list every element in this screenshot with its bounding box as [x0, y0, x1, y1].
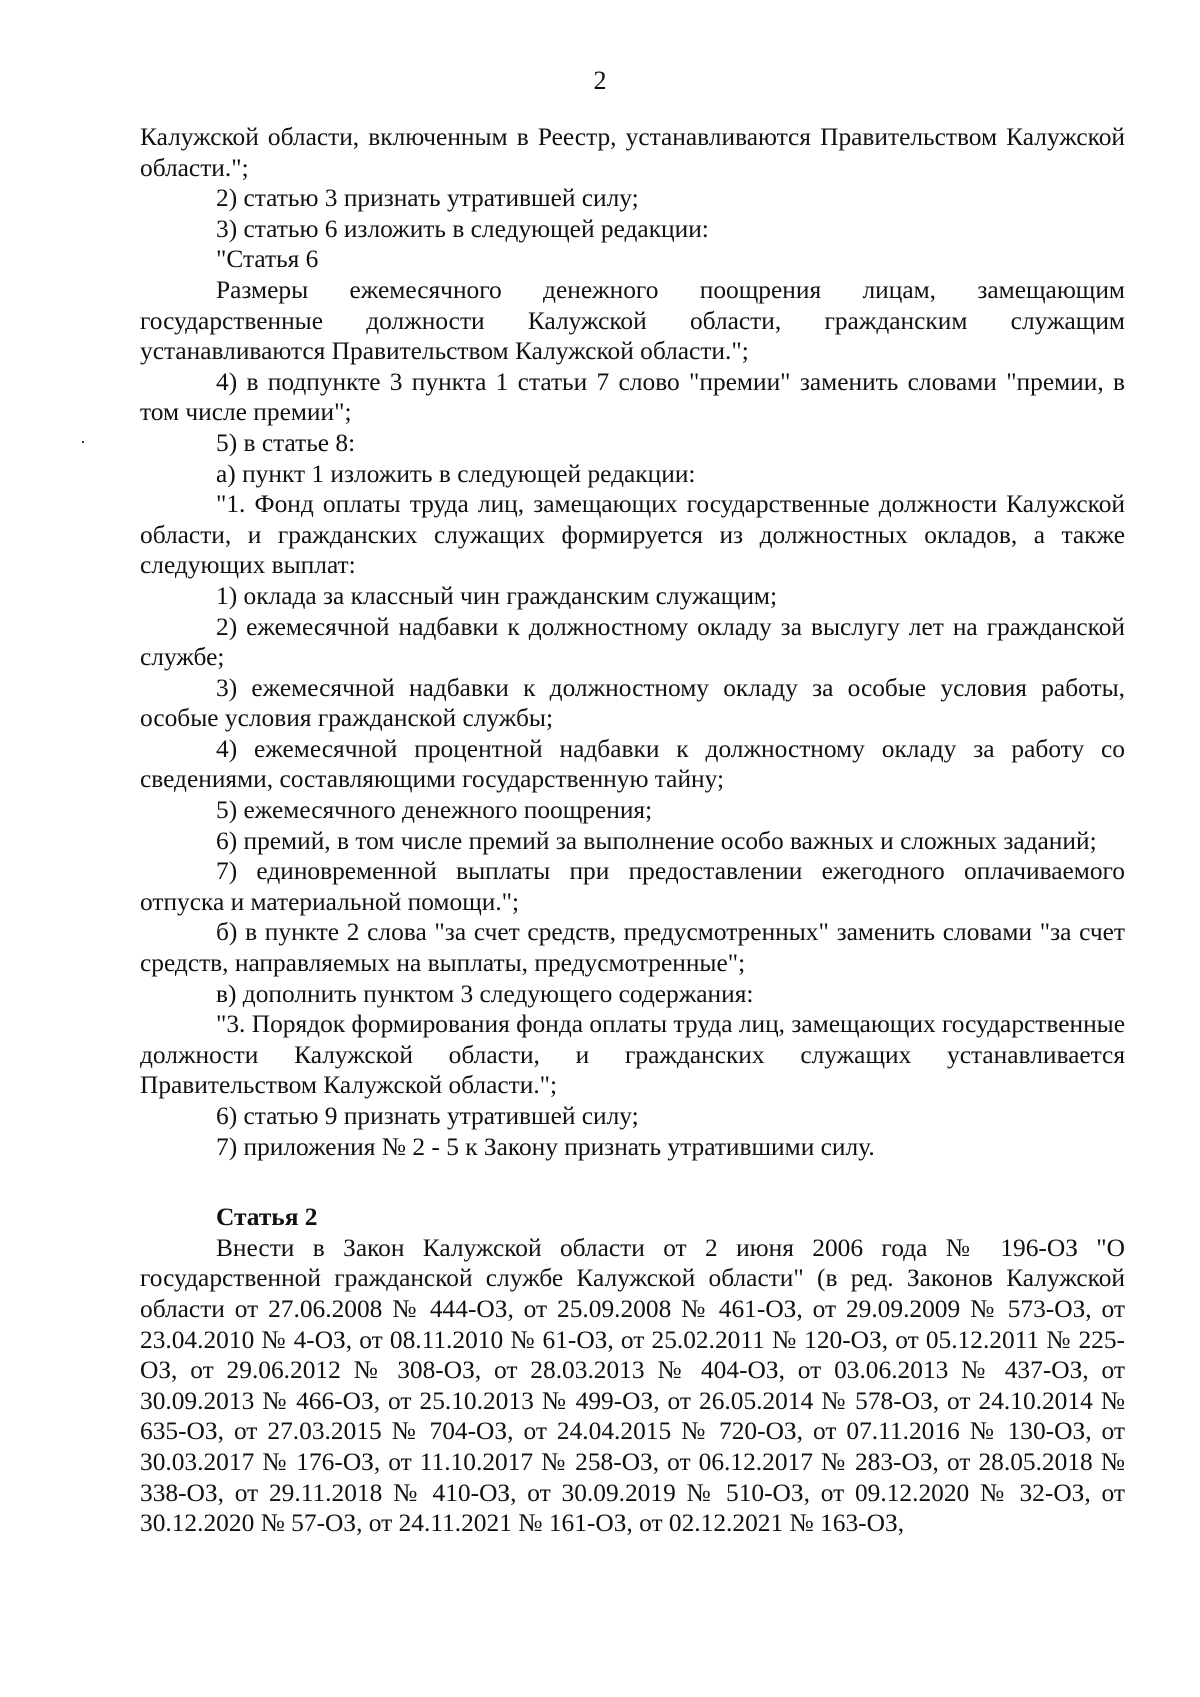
- paragraph-payment-1: 1) оклада за классный чин гражданским служащим;: [216, 581, 778, 610]
- paragraph-payment-4: 4) ежемесячной процентной надбавки к должностному окладу за работу со сведениями, составляющими государственную тайну;: [140, 734, 1125, 794]
- paragraph-article-6-text: Размеры ежемесячного денежного поощрения лицам, замещающим государственные должности Калужской области, гражданским служащим устанавливаются Правительством Калужской области.";: [140, 275, 1125, 366]
- paragraph-item-5: 5) в статье 8:: [216, 428, 356, 457]
- paragraph-item-6: 6) статью 9 признать утратившей силу;: [216, 1102, 639, 1130]
- paragraph-article-6-heading: "Статья 6: [216, 245, 319, 274]
- paragraph-payment-6: 6) премий, в том числе премий за выполнение особо важных и сложных заданий;: [216, 826, 1097, 855]
- section-spacer: [140, 1162, 1125, 1202]
- paragraph-payment-5: 5) ежемесячного денежного поощрения;: [216, 796, 653, 825]
- article-2-heading: Статья 2: [216, 1203, 318, 1232]
- paragraph-item-5v: в) дополнить пунктом 3 следующего содержания:: [216, 979, 754, 1008]
- paragraph-item-3: 3) статью 6 изложить в следующей редакции:: [216, 214, 709, 243]
- document-body: [140, 122, 1125, 1539]
- paragraph-payment-3: 3) ежемесячной надбавки к должностному окладу за особые условия работы, особые условия гражданской службы;: [140, 673, 1125, 733]
- scan-artifact-dot: [82, 441, 84, 443]
- paragraph-payment-2: 2) ежемесячной надбавки к должностному окладу за выслугу лет на гражданской службе;: [140, 612, 1125, 672]
- paragraph-item-5a: а) пункт 1 изложить в следующей редакции:: [216, 459, 696, 488]
- paragraph-payment-7: 7) единовременной выплаты при предоставлении ежегодного оплачиваемого отпуска и материальной помощи.";: [140, 857, 1125, 916]
- paragraph-fund-point-1: "1. Фонд оплаты труда лиц, замещающих государственные должности Калужской области, и гражданских служащих формируется из должностных окладов, а также следующих выплат:: [140, 490, 1125, 580]
- page-number: 2: [593, 66, 607, 95]
- paragraph-fund-point-3: "3. Порядок формирования фонда оплаты труда лиц, замещающих государственные должности Калужской области, и гражданских служащих устанавливается Правительством Калужской области.";: [140, 1010, 1125, 1100]
- article-2-text: Внести в Закон Калужской области от 2 июня 2006 года № 196-ОЗ "О государственной гражданской службе Калужской области" (в ред. Законов Калужской области от 27.06.2008 № 444-ОЗ, от 25.09.2008 № 461-ОЗ, от 29.09.2009 № 573-ОЗ, от 23.04.2010 № 4-ОЗ, от 08.11.2010 № 61-ОЗ, от 25.02.2011 № 120-ОЗ, от 05.12.2011 № 225-ОЗ, от 29.06.2012 № 308-ОЗ, от 28.03.2013 № 404-ОЗ, от 03.06.2013 № 437-ОЗ, от 30.09.2013 № 466-ОЗ, от 25.10.2013 № 499-ОЗ, от 26.05.2014 № 578-ОЗ, от 24.10.2014 № 635-ОЗ, от 27.03.2015 № 704-ОЗ, от 24.04.2015 № 720-ОЗ, от 07.11.2016 № 130-ОЗ, от 30.03.2017 № 176-ОЗ, от 11.10.2017 № 258-ОЗ, от 06.12.2017 № 283-ОЗ, от 28.05.2018 № 338-ОЗ, от 29.11.2018 № 410-ОЗ, от 30.09.2019 № 510-ОЗ, от 09.12.2020 № 32-ОЗ, от 30.12.2020 № 57-ОЗ, от 24.11.2021 № 161-ОЗ, от 02.12.2021 № 163-ОЗ,: [140, 1233, 1125, 1538]
- paragraph-continuation: Калужской области, включенным в Реестр, устанавливаются Правительством Калужской области.";: [140, 123, 1125, 182]
- paragraph-item-7: 7) приложения № 2 - 5 к Закону признать утратившими силу.: [216, 1132, 875, 1161]
- paragraph-item-5b: б) в пункте 2 слова "за счет средств, предусмотренных" заменить словами "за счет средств, направляемых на выплаты, предусмотренные";: [140, 918, 1125, 978]
- paragraph-item-4: 4) в подпункте 3 пункта 1 статьи 7 слово "премии" заменить словами "премии, в том числе премии";: [140, 367, 1125, 427]
- paragraph-item-2: 2) статью 3 признать утратившей силу;: [216, 184, 639, 213]
